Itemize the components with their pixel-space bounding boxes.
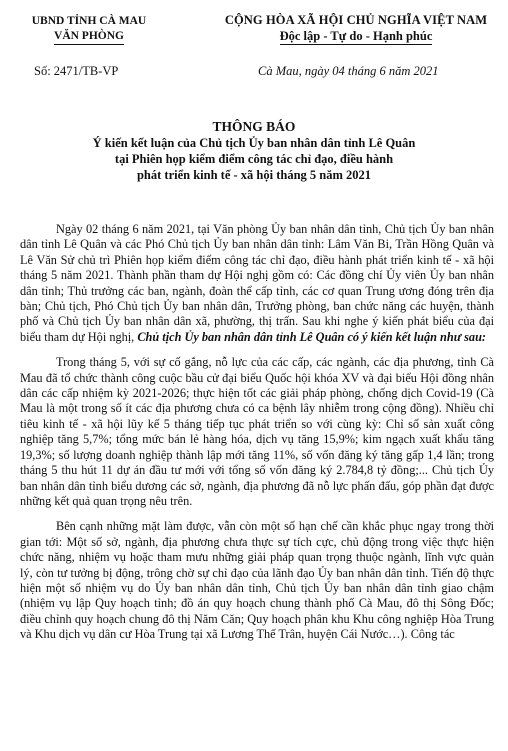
document-body	[20, 222, 494, 653]
province-committee: UBND TỈNH CÀ MAU	[31, 15, 147, 27]
paragraph-limitations: Bên cạnh những mặt làm được, vẫn còn một số hạn chế cần khắc phục ngay trong thời gian tới: Một số sở, ngành, địa phương chưa thực sự tích cực, chủ động trong việc thực hiện chức năng, nhiệm vụ hoặc tham mưu những giải pháp quan trọng thuộc ngành, lĩnh vực quản lý, còn tư tưởng bị động, trông chờ sự chỉ đạo của lãnh đạo Ủy ban nhân dân tỉnh. Tiến độ thực hiện một số nhiệm vụ do Ủy ban nhân dân tỉnh, Chủ tịch Ủy ban nhân dân tỉnh giao chậm (nhiệm vụ lập Quy hoạch tỉnh; đồ án quy hoạch chung thành phố Cà Mau, đô thị Sông Đốc; điều chỉnh quy hoạch chung đô thị Năm Căn; Quy hoạch phân khu Khu công nghiệp Hòa Trung và Khu dịch vụ dân cư Hòa Trung tại xã Lương Thế Trân, huyện Cái Nước…). Công tác	[20, 519, 494, 642]
document-title: THÔNG BÁO	[212, 119, 296, 134]
intro-text: Ngày 02 tháng 6 năm 2021, tại Văn phòng Ủy ban nhân dân tỉnh, Chủ tịch Ủy ban nhân dân tỉnh Lê Quân và các Phó Chủ tịch Ủy ban nhân dân tỉnh: Lâm Văn Bi, Trần Hồng Quân và Lê Văn Sử chủ trì Phiên họp kiểm điểm công tác chỉ đạo, điều hành phát triển kinh tế - xã hội tháng 5 năm 2021. Thành phần tham dự Hội nghị gồm có: Các đồng chí Ủy viên Ủy ban nhân dân tỉnh; Thủ trưởng các ban, ngành, đoàn thể cấp tỉnh, các cơ quan Trung ương đóng trên địa bàn; Chủ tịch, Phó Chủ tịch Ủy ban nhân dân, Trưởng phòng, ban chức năng các huyện, thành phố và Chủ tịch Ủy ban nhân dân xã, phường, thị trấn. Sau khi nghe ý kiến phát biểu của đại biểu tham dự Hội nghị,	[20, 222, 494, 344]
subtitle-line-3: phát triển kinh tế - xã hội tháng 5 năm 2021	[136, 168, 372, 182]
paragraph-intro	[20, 222, 494, 345]
national-header	[210, 12, 502, 45]
national-motto: Độc lập - Tự do - Hạnh phúc	[279, 29, 433, 43]
subtitle-line-1: Ý kiến kết luận của Chủ tịch Ủy ban nhân dân tỉnh Lê Quân	[92, 136, 416, 150]
issuing-agency	[14, 14, 164, 45]
subtitle-line-2: tại Phiên họp kiểm điểm công tác chỉ đạo, điều hành	[114, 152, 394, 166]
document-number: Số: 2471/TB-VP	[34, 64, 119, 78]
paragraph-achievements: Trong tháng 5, với sự cố gắng, nỗ lực của các cấp, các ngành, các địa phương, tỉnh Cà Mau đã tổ chức thành công cuộc bầu cử đại biểu Quốc hội khóa XV và đại biểu Hội đồng nhân dân các cấp nhiệm kỳ 2021-2026; thực hiện tốt các giải pháp phòng, chống dịch Covid-19 (Cà Mau là một trong số ít các địa phương chưa có ca bệnh lây nhiễm trong cộng đồng). Nhiều chỉ tiêu kinh tế - xã hội lũy kế 5 tháng tiếp tục phát triển so với cùng kỳ: Chỉ số sản xuất công nghiệp tăng 5,7%; tổng mức bán lẻ hàng hóa, dịch vụ tăng 15,9%; kim ngạch xuất khẩu tăng 19,3%; số lượng doanh nghiệp thành lập mới tăng 11%, số vốn đăng ký tăng gấp 1,4 lần; trong tháng 5 thu hút 11 dự án đầu tư mới với tổng số vốn đăng ký 2.784,8 tỷ đồng;... Chủ tịch Ủy ban nhân dân tỉnh biểu dương các sở, ngành, địa phương đã nỗ lực phấn đấu, góp phần đạt được những kết quả quan trọng nêu trên.	[20, 355, 494, 508]
date-line: Cà Mau, ngày 04 tháng 6 năm 2021	[258, 64, 439, 78]
title-block	[14, 118, 494, 183]
nation-name: CỘNG HÒA XÃ HỘI CHỦ NGHĨA VIỆT NAM	[224, 13, 488, 27]
office-name: VĂN PHÒNG	[54, 29, 124, 45]
conclusion-lead: Chủ tịch Ủy ban nhân dân tỉnh Lê Quân có ý kiến kết luận như sau:	[137, 329, 487, 344]
